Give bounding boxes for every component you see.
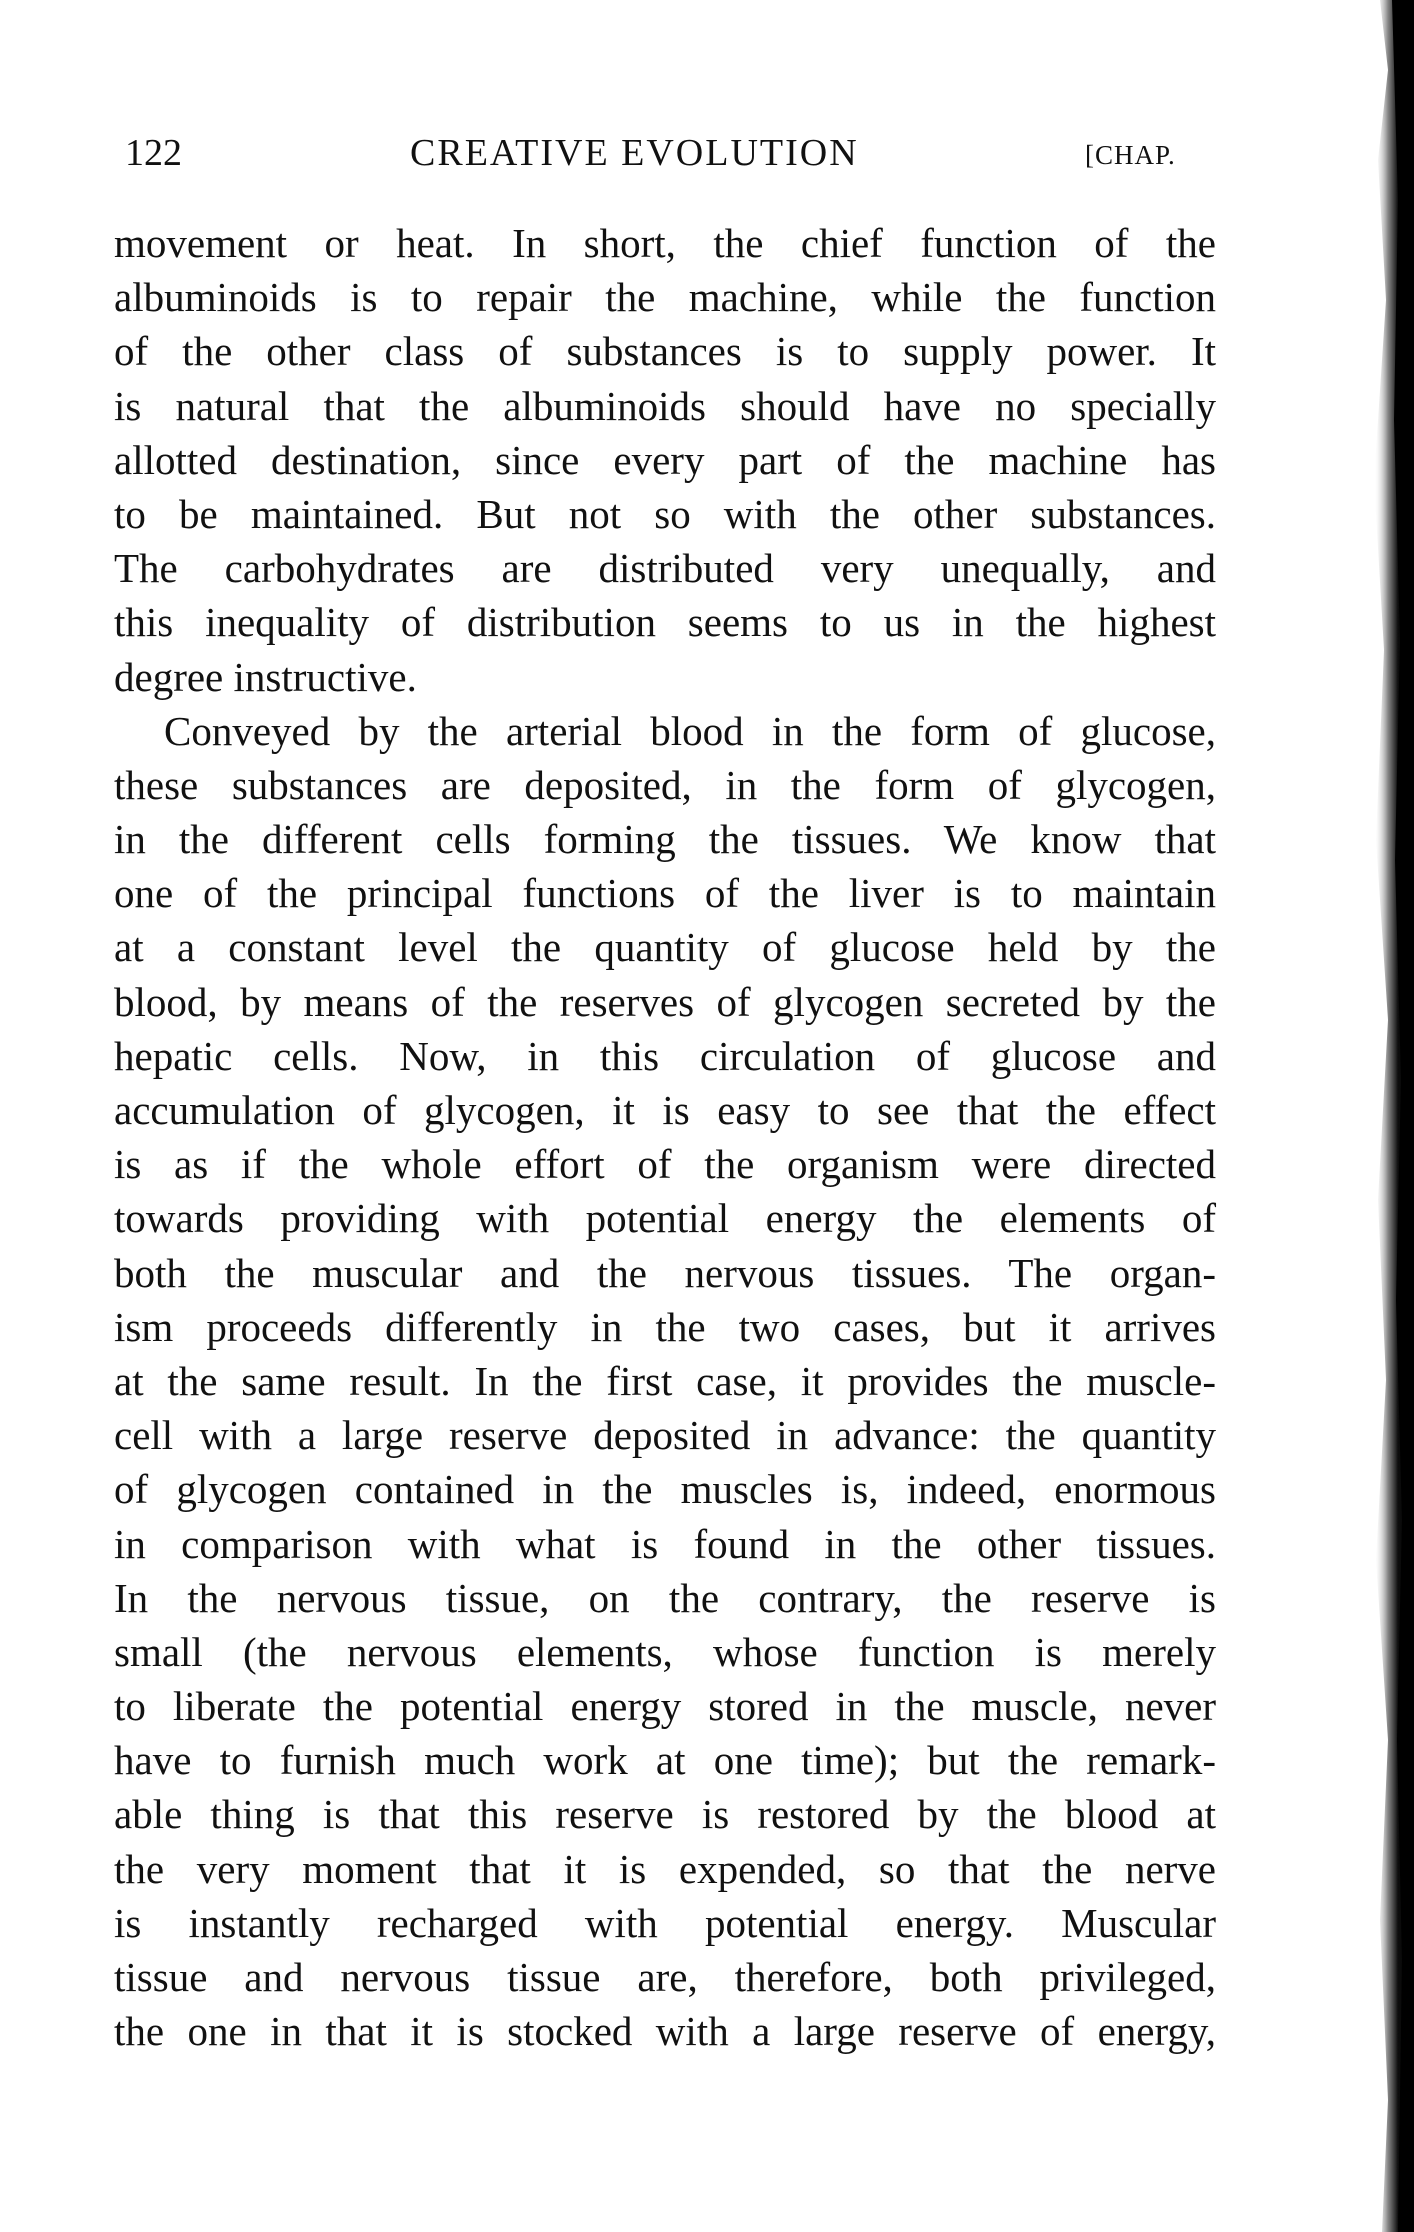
text-line: blood, by means of the reserves of glycogen secreted by the <box>114 978 1216 1025</box>
text-line: ism proceeds differently in the two cases, but it arrives <box>114 1303 1216 1350</box>
text-line: at a constant level the quantity of glucose held by the <box>114 924 1216 971</box>
text-line: the one in that it is stocked with a large reserve of energy, <box>114 2008 1216 2055</box>
text-line: in comparison with what is found in the other tissues. <box>114 1520 1216 1567</box>
text-line: both the muscular and the nervous tissues. The organ- <box>114 1249 1216 1296</box>
text-line: have to furnish much work at one time); but the remark- <box>114 1737 1216 1784</box>
page-edge-shadow <box>1358 0 1414 2232</box>
text-line: is as if the whole effort of the organism were directed <box>114 1141 1216 1188</box>
text-line: albuminoids is to repair the machine, while the function <box>114 274 1216 321</box>
text-line: these substances are deposited, in the form of glycogen, <box>114 761 1216 808</box>
text-line: able thing is that this reserve is restored by the blood at <box>114 1791 1216 1838</box>
text-line: accumulation of glycogen, it is easy to see that the effect <box>114 1087 1216 1133</box>
text-line: is instantly recharged with potential energy. Muscular <box>114 1899 1216 1946</box>
text-line: tissue and nervous tissue are, therefore, both privileged, <box>114 1954 1216 2000</box>
text-line: degree instructive. <box>114 653 417 700</box>
text-line: one of the principal functions of the liver is to maintain <box>114 870 1216 917</box>
text-line: In the nervous tissue, on the contrary, the reserve is <box>114 1574 1216 1621</box>
chapter-mark: [CHAP. <box>1085 140 1176 170</box>
running-title: CREATIVE EVOLUTION <box>410 132 859 174</box>
text-line: of the other class of substances is to supply power. It <box>114 328 1216 375</box>
text-line: to liberate the potential energy stored in the muscle, never <box>114 1683 1216 1730</box>
text-line: Conveyed by the arterial blood in the form of glucose, <box>164 707 1216 754</box>
text-line: cell with a large reserve deposited in advance: the quantity <box>114 1412 1216 1459</box>
text-line: allotted destination, since every part of the machine has <box>114 436 1216 483</box>
page-number: 122 <box>125 132 182 174</box>
page-header <box>125 128 1225 178</box>
text-line: towards providing with potential energy the elements of <box>114 1195 1216 1242</box>
text-line: small (the nervous elements, whose function is merely <box>114 1628 1216 1675</box>
body-text <box>114 216 1216 2058</box>
text-line: movement or heat. In short, the chief function of the <box>114 220 1216 266</box>
text-line: hepatic cells. Now, in this circulation of glucose and <box>114 1032 1216 1079</box>
text-line: the very moment that it is expended, so that the nerve <box>114 1845 1216 1892</box>
text-line: in the different cells forming the tissues. We know that <box>114 816 1216 863</box>
text-line: The carbohydrates are distributed very unequally, and <box>114 545 1216 592</box>
text-line: is natural that the albuminoids should have no specially <box>114 382 1216 429</box>
text-line: to be maintained. But not so with the other substances. <box>114 490 1216 537</box>
text-line: at the same result. In the first case, it provides the muscle- <box>114 1357 1216 1404</box>
text-line: of glycogen contained in the muscles is, indeed, enormous <box>114 1466 1216 1513</box>
text-line: this inequality of distribution seems to us in the highest <box>114 599 1216 646</box>
